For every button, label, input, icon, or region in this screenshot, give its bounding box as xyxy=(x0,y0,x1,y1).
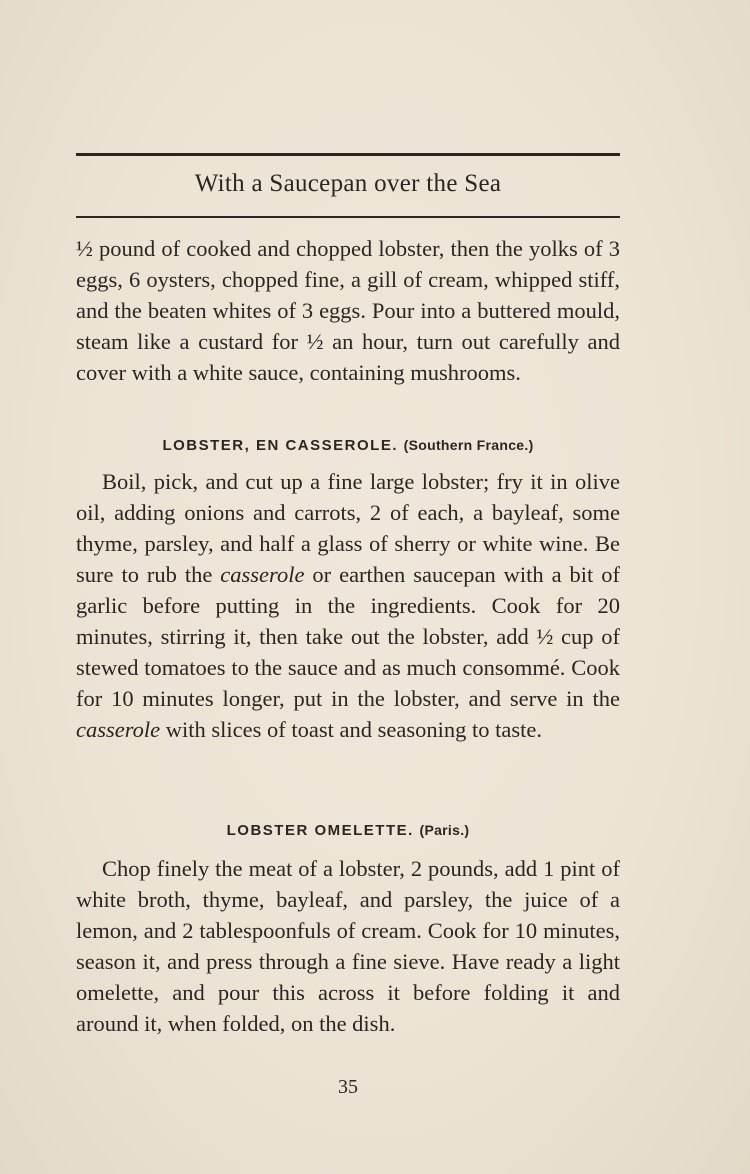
recipe-heading-lobster-omelette xyxy=(76,822,620,839)
header-rule-bottom xyxy=(76,216,620,218)
recipe-heading-lobster-en-casserole xyxy=(76,437,620,454)
recipe-origin: (Paris.) xyxy=(419,822,470,838)
recipe-paragraph: Chop finely the meat of a lobster, 2 pounds, add 1 pint of white broth, thyme, bayleaf, and parsley, the juice of a lemon, and 2 tablespoonfuls of cream. Cook for 10 minutes, season it, and press through a fine sieve. Have ready a light omelette, and pour this across it before folding it and around it, when folded, on the dish. xyxy=(76,856,620,1036)
recipe-title: LOBSTER OMELETTE. xyxy=(226,822,414,839)
recipe-origin: (Southern France.) xyxy=(403,437,534,453)
recipe-italic-term: casserole xyxy=(76,717,161,742)
recipe-title: LOBSTER, EN CASSEROLE. xyxy=(162,437,398,454)
header-rule-top xyxy=(76,153,620,156)
page-number: 35 xyxy=(338,1076,358,1098)
recipe-text-part: or earthen saucepan with a bit of garlic before putting in the ingredients. Cook for 20 minutes, stirring it, then take out the lobster, add ½ cup of stewed tomatoes to the sauce and as much consommé. Cook for 10 minutes longer, put in the lobster, and serve in the xyxy=(76,562,620,711)
recipe-italic-term: casserole xyxy=(220,562,305,587)
continued-paragraph xyxy=(76,233,620,388)
running-head: With a Saucepan over the Sea xyxy=(194,170,502,197)
recipe-text-part: Boil, pick, and cut up a fine large lobster; fry it in olive oil, adding onions and carrots, 2 of each, a bayleaf, some thyme, parsley, and half a glass of sherry or white wine. Be sure to rub the xyxy=(76,469,620,587)
continued-paragraph-text: ½ pound of cooked and chopped lobster, then the yolks of 3 eggs, 6 oysters, chopped fine, a gill of cream, whipped stiff, and the beaten whites of 3 eggs. Pour into a buttered mould, steam like a custard for ½ an hour, turn out carefully and cover with a white sauce, containing mushrooms. xyxy=(76,236,620,385)
recipe-text-part: with slices of toast and seasoning to taste. xyxy=(160,717,542,742)
recipe-body-lobster-omelette xyxy=(76,853,620,1039)
recipe-paragraph xyxy=(76,466,620,745)
recipe-body-lobster-en-casserole xyxy=(76,466,620,745)
